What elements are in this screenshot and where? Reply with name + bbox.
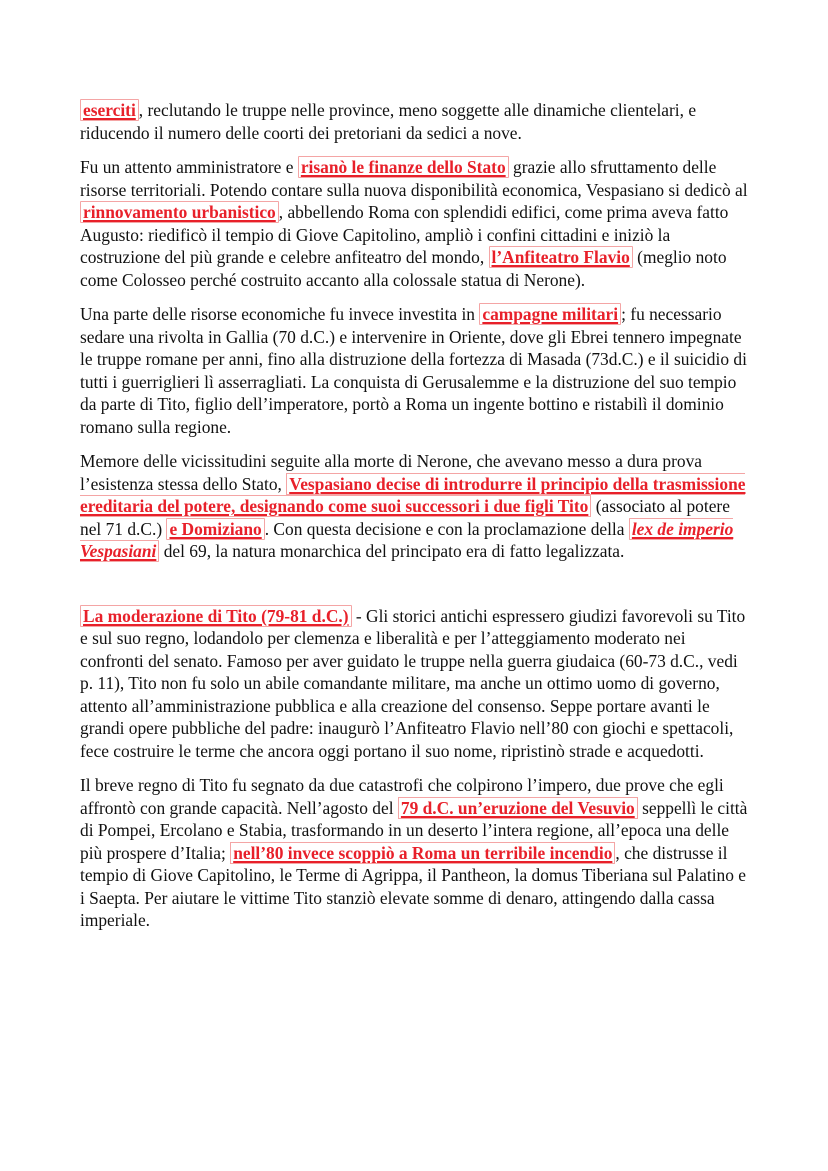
- text: . Con questa decisione e con la proclamazione della: [264, 518, 629, 539]
- highlight-vesuvio: 79 d.C. un’eruzione del Vesuvio: [398, 797, 638, 819]
- text: (meglio noto come Colosseo perché costruito accanto alla colossale statua di Nerone).: [80, 247, 727, 290]
- document-page: [80, 99, 750, 944]
- text: ; fu necessario sedare una rivolta in Gallia (70 d.C.) e intervenire in Oriente, dove gli Ebrei tennero impegnate le truppe romane per anni, fino alla distruzione della fortezza di Masada (73d.C.) e il suicidio di tutti i guerriglieri lì asserragliati. La conquista di Gerusalemme e la distruzione del suo tempio da parte di Tito, figlio dell’imperatore, portò a Roma un ingente bottino e ristabilì il dominio romano sulla regione.: [80, 304, 747, 437]
- text: , reclutando le truppe nelle province, meno soggette alle dinamiche clientelari, e riducendo il numero delle coorti dei pretoriani da sedici a nove.: [80, 100, 697, 143]
- text: (associato al potere nel 71 d.C.): [80, 496, 730, 539]
- paragraph-catastrophes: [80, 774, 750, 932]
- section-heading-tito: La moderazione di Tito (79-81 d.C.): [80, 605, 352, 627]
- text: del 69, la natura monarchica del principato era di fatto legalizzata.: [159, 541, 625, 561]
- highlight-finanze: risanò le finanze dello Stato: [298, 156, 509, 178]
- highlight-succession: Vespasiano decise di introdurre il principio della trasmissione ereditaria del potere, designando come suoi successori i due figli Tito: [80, 473, 746, 516]
- paragraph-succession: [80, 450, 750, 563]
- text: - Gli storici antichi espressero giudizi favorevoli su Tito e sul suo regno, lodandolo per clemenza e liberalità e per l’atteggiamento moderato nei confronti del senato. Famoso per aver guidato le truppe nella guerra giudaica (60-73 d.C., vedi p. 11), Tito non fu solo un abile comandante militare, ma anche un ottimo uomo di governo, attento all’amministrazione pubblica e alla creazione del consenso. Seppe portare avanti le grandi opere pubbliche del padre: inaugurò l’Anfiteatro Flavio nell’80 con giochi e spettacoli, fece costruire le terme che ancora oggi portano il suo nome, ripristinò strade e acquedotti.: [80, 605, 746, 761]
- highlight-incendio: nell’80 invece scoppiò a Roma un terribile incendio: [230, 842, 615, 864]
- text: Una parte delle risorse economiche fu invece investita in: [80, 304, 480, 324]
- text: Il breve regno di Tito fu segnato da due catastrofi che colpirono l’impero, due prove che egli affrontò con grande capacità. Nell’agosto del: [80, 775, 724, 818]
- highlight-rinnovamento: rinnovamento urbanistico: [80, 201, 279, 223]
- highlight-domiziano: e Domiziano: [166, 518, 264, 540]
- text: Memore delle vicissitudini seguite alla morte di Nerone, che avevano messo a dura prova l’esistenza stessa dello Stato,: [80, 451, 702, 494]
- section-gap: [80, 575, 750, 605]
- paragraph-tito: [80, 605, 750, 763]
- paragraph-army-reform: [80, 99, 750, 144]
- text: , abbellendo Roma con splendidi edifici, come prima aveva fatto Augusto: riedificò il tempio di Giove Capitolino, ampliò i confini cittadini e iniziò la costruzione del più grande e celebre anfiteatro del mondo,: [80, 202, 729, 267]
- text: , che distrusse il tempio di Giove Capitolino, le Terme di Agrippa, il Pantheon, la domus Tiberiana sul Palatino e i Saepta. Per aiutare le vittime Tito stanziò elevate somme di denaro, attingendo dalla cassa imperiale.: [80, 842, 746, 930]
- paragraph-military-campaigns: [80, 303, 750, 438]
- text: Fu un attento amministratore e: [80, 157, 298, 177]
- paragraph-finances: [80, 156, 750, 291]
- text: grazie allo sfruttamento delle risorse territoriali. Potendo contare sulla nuova disponibilità economica, Vespasiano si dedicò al: [80, 157, 748, 200]
- highlight-campagne: campagne militari: [479, 303, 621, 325]
- highlight-lex: lex de imperio Vespasiani: [80, 518, 734, 561]
- text: seppellì le città di Pompei, Ercolano e Stabia, trasformando in un deserto l’intera regione, all’epoca una delle più prospere d’Italia;: [80, 797, 748, 863]
- highlight-eserciti: eserciti: [80, 99, 139, 121]
- highlight-anfiteatro: l’Anfiteatro Flavio: [489, 246, 633, 268]
